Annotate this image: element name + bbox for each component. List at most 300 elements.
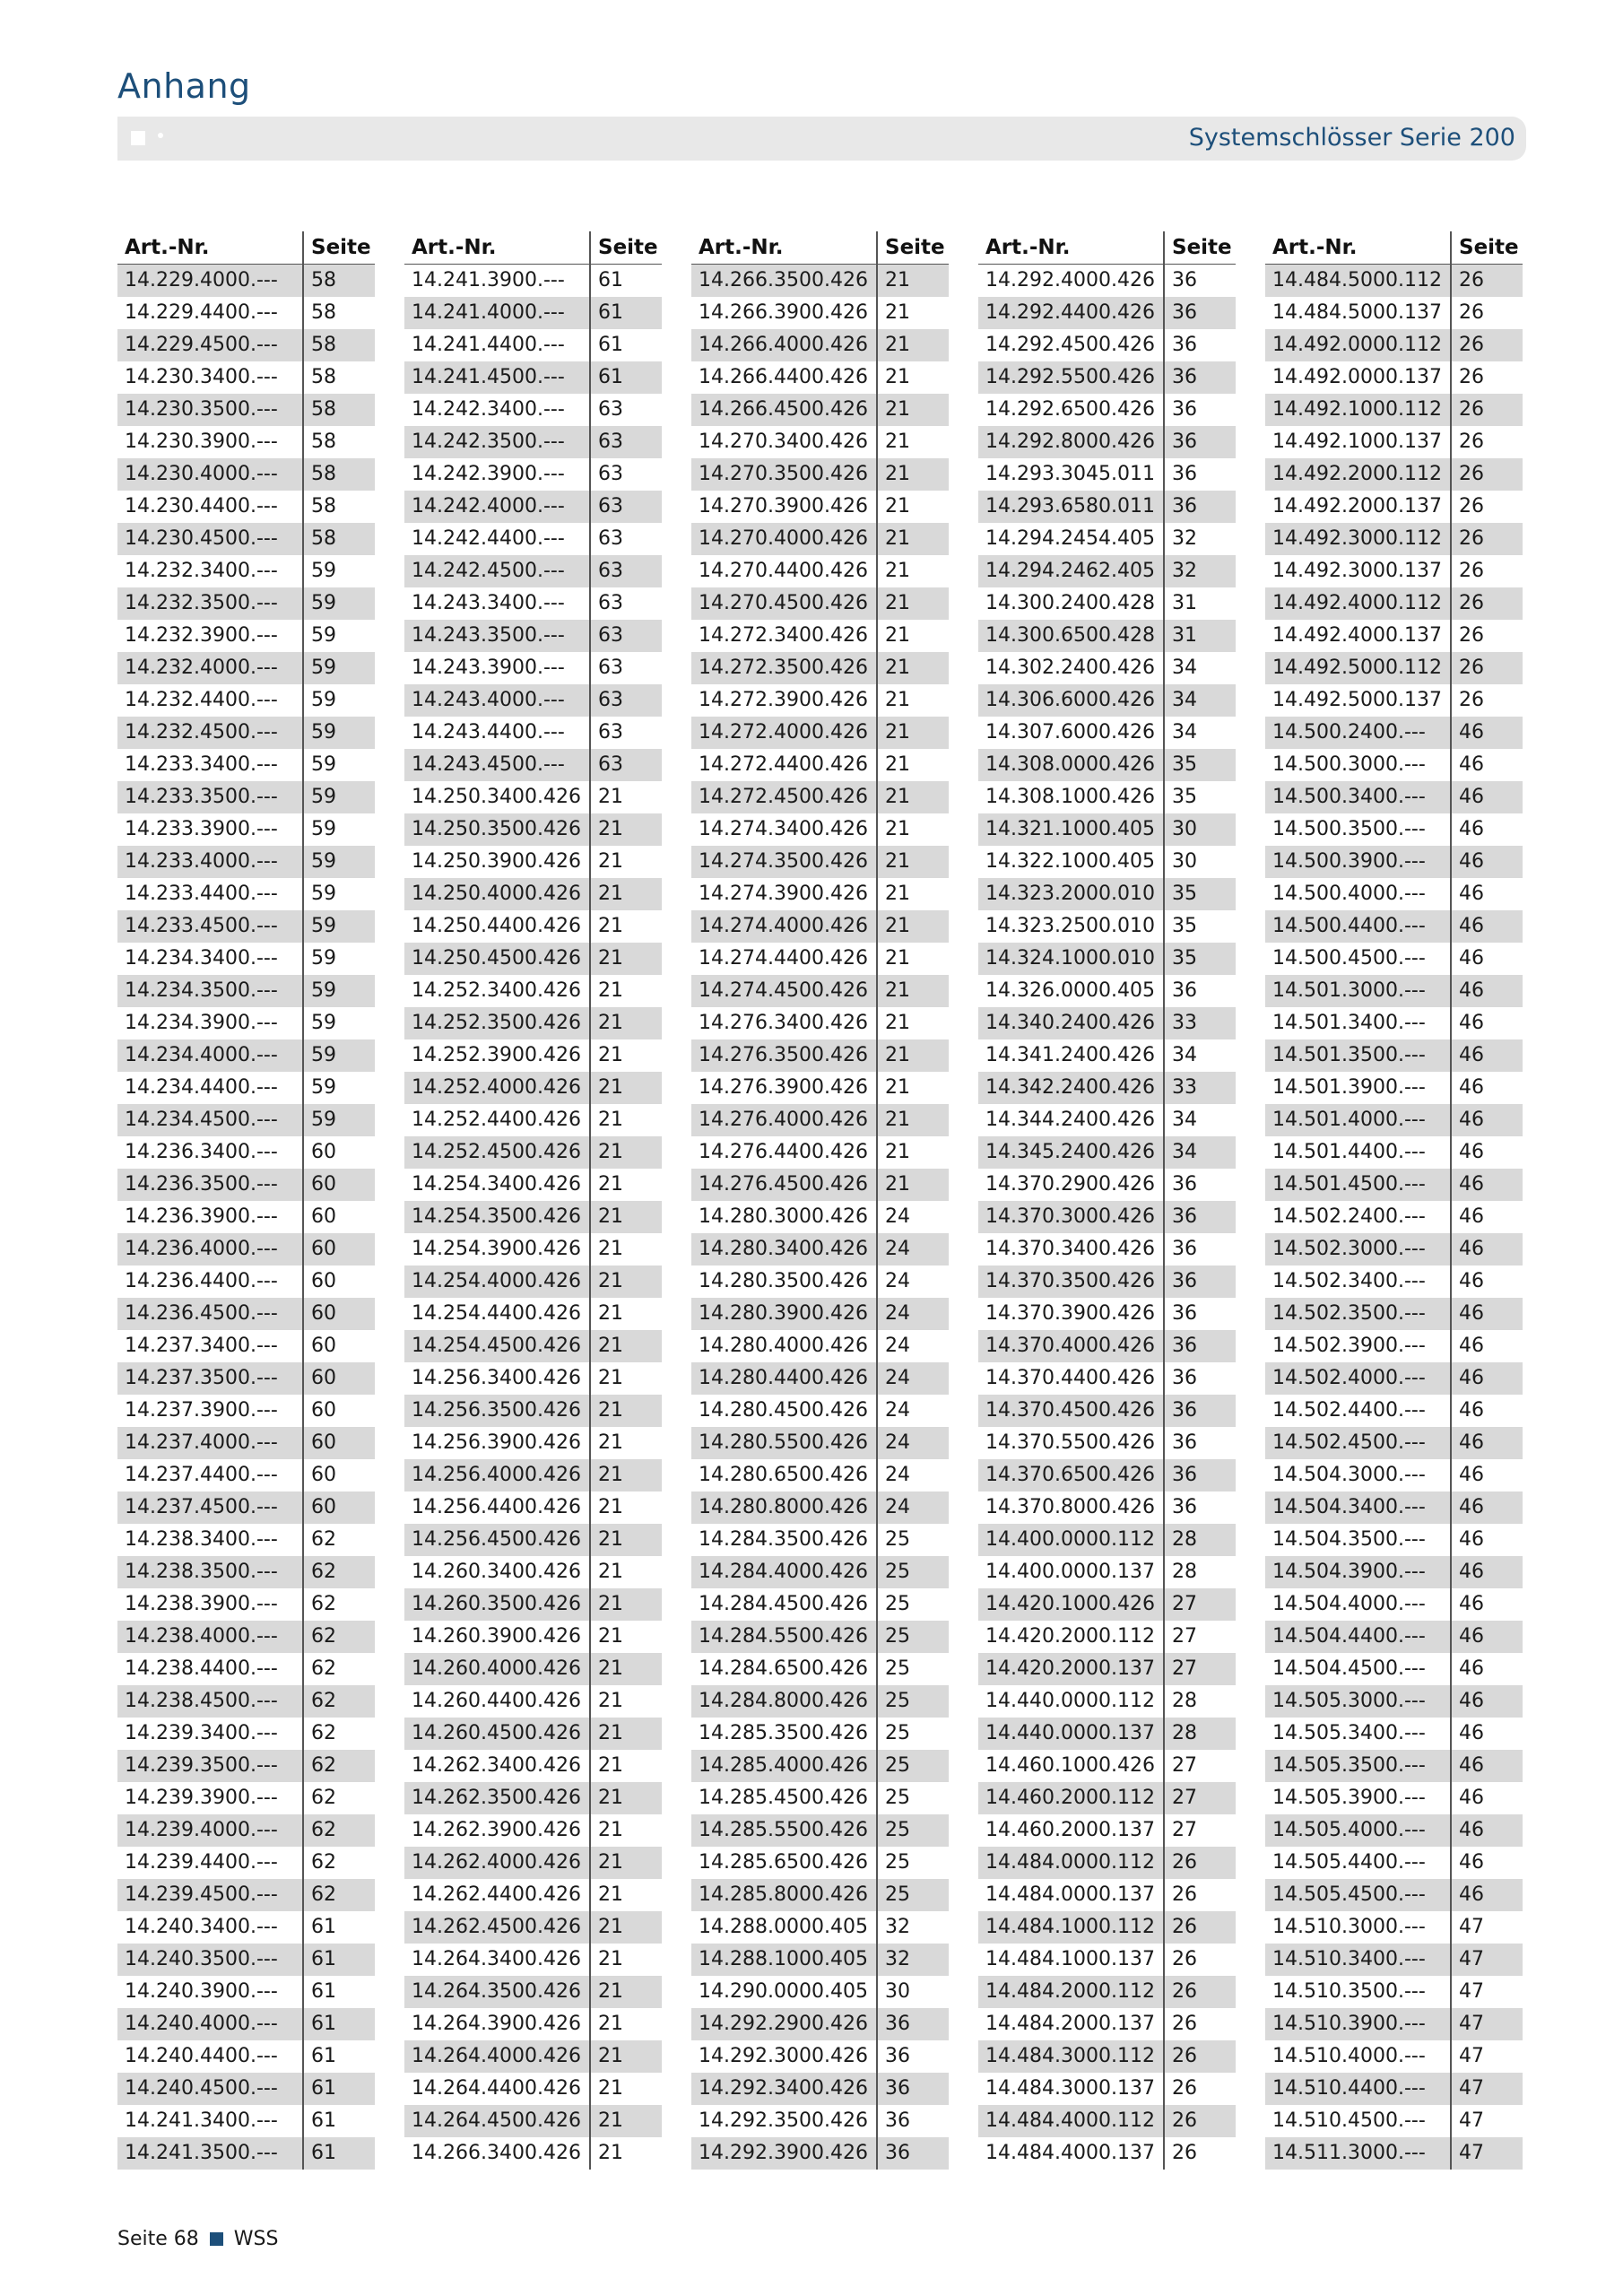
- page-reference: 60: [311, 1141, 336, 1163]
- page-reference: 21: [598, 1464, 623, 1486]
- page-reference: 21: [598, 947, 623, 970]
- table-row: [1265, 265, 1523, 297]
- page-reference: 21: [598, 1141, 623, 1163]
- table-row: [691, 620, 949, 652]
- page-reference: 28: [1172, 1528, 1197, 1551]
- page-reference: 59: [311, 592, 336, 614]
- table-row: [117, 1524, 375, 1556]
- page-reference: 58: [311, 366, 336, 388]
- page-reference: 59: [311, 915, 336, 937]
- page-reference: 21: [598, 2013, 623, 2035]
- page-reference: 21: [885, 786, 910, 808]
- table-row: [691, 1104, 949, 1136]
- page-reference: 46: [1459, 1173, 1484, 1196]
- table-row: [691, 1072, 949, 1104]
- table-row: [1265, 587, 1523, 620]
- table-row: [404, 394, 662, 426]
- article-number: 14.502.4500.---: [1265, 1427, 1452, 1459]
- table-row: [691, 749, 949, 781]
- article-number: 14.230.4500.---: [117, 523, 304, 555]
- page-reference: 21: [598, 818, 623, 840]
- table-row: [978, 1750, 1236, 1782]
- table-row: [978, 910, 1236, 943]
- article-number: 14.501.3500.---: [1265, 1039, 1452, 1072]
- article-number: 14.274.3500.426: [691, 846, 878, 878]
- table-row: [691, 523, 949, 555]
- article-number: 14.238.3400.---: [117, 1524, 304, 1556]
- page-reference: 36: [1172, 1399, 1197, 1422]
- table-row: [691, 975, 949, 1007]
- article-number: 14.260.3500.426: [404, 1588, 591, 1621]
- article-number: 14.264.4400.426: [404, 2073, 591, 2105]
- article-number: 14.243.4000.---: [404, 684, 591, 717]
- article-number: 14.285.4000.426: [691, 1750, 878, 1782]
- table-row: [404, 2040, 662, 2073]
- article-number: 14.280.3900.426: [691, 1298, 878, 1330]
- table-row: [117, 1072, 375, 1104]
- article-number: 14.233.3500.---: [117, 781, 304, 813]
- page-reference: 36: [1172, 1464, 1197, 1486]
- page-reference: 59: [311, 947, 336, 970]
- page-reference: 21: [598, 1657, 623, 1680]
- page-reference: 46: [1459, 721, 1484, 744]
- page-reference: 36: [1172, 1431, 1197, 1454]
- article-number: 14.242.3900.---: [404, 458, 591, 491]
- article-number: 14.280.3000.426: [691, 1201, 878, 1233]
- page-reference: 21: [598, 1980, 623, 2003]
- page-reference: 63: [598, 398, 623, 421]
- page-reference: 58: [311, 527, 336, 550]
- table-row: [117, 491, 375, 523]
- article-number: 14.284.6500.426: [691, 1653, 878, 1685]
- table-row: [117, 361, 375, 394]
- column-header: [978, 231, 1236, 265]
- page-reference: 46: [1459, 1657, 1484, 1680]
- table-row: [117, 523, 375, 555]
- page-reference: 46: [1459, 1851, 1484, 1874]
- table-row: [117, 1782, 375, 1814]
- page-reference: 21: [598, 1916, 623, 1938]
- header-art-nr: Art.-Nr.: [117, 231, 304, 264]
- table-row: [1265, 781, 1523, 813]
- page-reference: 24: [885, 1367, 910, 1389]
- article-number: 14.272.4500.426: [691, 781, 878, 813]
- article-number: 14.400.0000.112: [978, 1524, 1165, 1556]
- article-number: 14.370.5500.426: [978, 1427, 1165, 1459]
- table-row: [404, 781, 662, 813]
- page-reference: 21: [598, 1109, 623, 1131]
- page-reference: 59: [311, 1076, 336, 1099]
- page-reference: 46: [1459, 979, 1484, 1002]
- table-row: [404, 1265, 662, 1298]
- page-reference: 31: [1172, 592, 1197, 614]
- article-number: 14.280.6500.426: [691, 1459, 878, 1492]
- article-number: 14.500.4400.---: [1265, 910, 1452, 943]
- article-number: 14.238.4400.---: [117, 1653, 304, 1685]
- page-reference: 34: [1172, 657, 1197, 679]
- article-number: 14.370.3400.426: [978, 1233, 1165, 1265]
- article-number: 14.237.4400.---: [117, 1459, 304, 1492]
- table-row: [978, 781, 1236, 813]
- article-number: 14.264.4500.426: [404, 2105, 591, 2137]
- article-number: 14.241.3900.---: [404, 265, 591, 297]
- table-row: [691, 394, 949, 426]
- article-number: 14.256.3900.426: [404, 1427, 591, 1459]
- table-row: [1265, 1911, 1523, 1944]
- page-reference: 59: [311, 979, 336, 1002]
- table-row: [1265, 1524, 1523, 1556]
- table-row: [691, 2105, 949, 2137]
- article-number: 14.323.2500.010: [978, 910, 1165, 943]
- table-row: [691, 1685, 949, 1718]
- page-reference: 34: [1172, 689, 1197, 711]
- article-number: 14.370.3900.426: [978, 1298, 1165, 1330]
- table-row: [117, 1847, 375, 1879]
- page-footer: [117, 2228, 278, 2250]
- table-row: [1265, 2040, 1523, 2073]
- article-number: 14.241.3400.---: [117, 2105, 304, 2137]
- page-reference: 59: [311, 1012, 336, 1034]
- page-reference: 46: [1459, 1076, 1484, 1099]
- page-reference: 26: [1459, 301, 1484, 324]
- article-number: 14.292.3000.426: [691, 2040, 878, 2073]
- table-row: [1265, 910, 1523, 943]
- page-reference: 60: [311, 1496, 336, 1518]
- article-number: 14.492.2000.112: [1265, 458, 1452, 491]
- table-row: [691, 555, 949, 587]
- page-reference: 35: [1172, 753, 1197, 776]
- article-number: 14.241.3500.---: [117, 2137, 304, 2170]
- page-reference: 35: [1172, 915, 1197, 937]
- table-row: [1265, 1395, 1523, 1427]
- article-number: 14.260.3400.426: [404, 1556, 591, 1588]
- article-number: 14.502.3500.---: [1265, 1298, 1452, 1330]
- table-row: [404, 458, 662, 491]
- article-number: 14.274.4500.426: [691, 975, 878, 1007]
- page-reference: 46: [1459, 915, 1484, 937]
- page-reference: 46: [1459, 1302, 1484, 1325]
- article-number: 14.232.4400.---: [117, 684, 304, 717]
- article-number: 14.260.4400.426: [404, 1685, 591, 1718]
- table-row: [691, 1847, 949, 1879]
- article-number: 14.264.3500.426: [404, 1976, 591, 2008]
- page-reference: 59: [311, 883, 336, 905]
- table-row: [978, 1395, 1236, 1427]
- article-number: 14.345.2400.426: [978, 1136, 1165, 1169]
- page-reference: 21: [598, 1496, 623, 1518]
- page-reference: 21: [598, 883, 623, 905]
- article-number: 14.234.4400.---: [117, 1072, 304, 1104]
- table-row: [1265, 394, 1523, 426]
- table-row: [404, 717, 662, 749]
- article-number: 14.238.3900.---: [117, 1588, 304, 1621]
- page-reference: 36: [1172, 430, 1197, 453]
- article-number: 14.229.4500.---: [117, 329, 304, 361]
- page-reference: 26: [1172, 2109, 1197, 2132]
- table-row: [978, 1685, 1236, 1718]
- table-row: [978, 1136, 1236, 1169]
- table-row: [117, 684, 375, 717]
- table-row: [1265, 458, 1523, 491]
- article-number: 14.510.4000.---: [1265, 2040, 1452, 2073]
- page-reference: 63: [598, 721, 623, 744]
- page-reference: 21: [598, 1561, 623, 1583]
- table-row: [978, 1169, 1236, 1201]
- page-reference: 46: [1459, 1464, 1484, 1486]
- page-reference: 26: [1172, 1948, 1197, 1970]
- table-row: [691, 1524, 949, 1556]
- page-reference: 26: [1459, 269, 1484, 291]
- page-reference: 26: [1459, 624, 1484, 647]
- header-seite: Seite: [1172, 236, 1232, 259]
- table-row: [978, 1492, 1236, 1524]
- table-row: [404, 1492, 662, 1524]
- page-reference: 59: [311, 721, 336, 744]
- table-row: [404, 1169, 662, 1201]
- table-row: [1265, 1362, 1523, 1395]
- article-number: 14.262.3900.426: [404, 1814, 591, 1847]
- table-row: [691, 1814, 949, 1847]
- column-header: [1265, 231, 1523, 265]
- article-number: 14.241.4500.---: [404, 361, 591, 394]
- page-reference: 21: [598, 1883, 623, 1906]
- table-row: [404, 943, 662, 975]
- page-reference: 26: [1172, 2045, 1197, 2067]
- table-row: [978, 458, 1236, 491]
- table-row: [117, 910, 375, 943]
- page-reference: 21: [598, 1302, 623, 1325]
- table-row: [1265, 523, 1523, 555]
- page-reference: 61: [311, 1948, 336, 1970]
- article-number: 14.370.6500.426: [978, 1459, 1165, 1492]
- page-reference: 21: [598, 1948, 623, 1970]
- table-row: [404, 361, 662, 394]
- page-reference: 46: [1459, 1561, 1484, 1583]
- table-row: [978, 1944, 1236, 1976]
- article-number: 14.232.3900.---: [117, 620, 304, 652]
- table-row: [117, 1298, 375, 1330]
- page-reference: 26: [1459, 366, 1484, 388]
- table-row: [404, 749, 662, 781]
- table-row: [1265, 1201, 1523, 1233]
- page-reference: 36: [1172, 269, 1197, 291]
- table-row: [1265, 1782, 1523, 1814]
- article-number: 14.250.4500.426: [404, 943, 591, 975]
- table-row: [978, 749, 1236, 781]
- article-number: 14.240.3500.---: [117, 1944, 304, 1976]
- table-row: [978, 1718, 1236, 1750]
- table-row: [691, 1492, 949, 1524]
- page-reference: 21: [598, 1787, 623, 1809]
- page-reference: 21: [885, 721, 910, 744]
- article-number: 14.484.3000.112: [978, 2040, 1165, 2073]
- table-row: [691, 587, 949, 620]
- table-row: [1265, 1944, 1523, 1976]
- article-number: 14.504.3900.---: [1265, 1556, 1452, 1588]
- square-icon: [131, 131, 145, 145]
- page-reference: 36: [1172, 366, 1197, 388]
- page-reference: 21: [885, 979, 910, 1002]
- article-number: 14.510.4400.---: [1265, 2073, 1452, 2105]
- page-reference: 61: [311, 2045, 336, 2067]
- article-number: 14.236.4500.---: [117, 1298, 304, 1330]
- article-number: 14.292.2900.426: [691, 2008, 878, 2040]
- table-row: [1265, 1847, 1523, 1879]
- page-reference: 25: [885, 1754, 910, 1777]
- table-row: [691, 265, 949, 297]
- page-reference: 34: [1172, 1109, 1197, 1131]
- table-row: [1265, 652, 1523, 684]
- page-reference: 61: [598, 334, 623, 356]
- table-row: [404, 426, 662, 458]
- page-reference: 26: [1459, 398, 1484, 421]
- page-reference: 34: [1172, 721, 1197, 744]
- article-number: 14.270.4000.426: [691, 523, 878, 555]
- article-number: 14.276.3400.426: [691, 1007, 878, 1039]
- article-number: 14.266.4500.426: [691, 394, 878, 426]
- table-row: [117, 2008, 375, 2040]
- table-row: [117, 652, 375, 684]
- page-reference: 46: [1459, 818, 1484, 840]
- article-number: 14.236.3500.---: [117, 1169, 304, 1201]
- article-number: 14.239.4500.---: [117, 1879, 304, 1911]
- article-number: 14.240.4400.---: [117, 2040, 304, 2073]
- article-number: 14.233.3900.---: [117, 813, 304, 846]
- article-number: 14.230.4000.---: [117, 458, 304, 491]
- table-row: [978, 587, 1236, 620]
- article-number: 14.484.5000.137: [1265, 297, 1452, 329]
- page-reference: 24: [885, 1205, 910, 1228]
- table-row: [117, 1136, 375, 1169]
- page-reference: 21: [598, 1205, 623, 1228]
- table-row: [1265, 2105, 1523, 2137]
- page-reference: 58: [311, 269, 336, 291]
- table-row: [1265, 1330, 1523, 1362]
- article-number: 14.239.4400.---: [117, 1847, 304, 1879]
- page-reference: 25: [885, 1851, 910, 1874]
- article-number: 14.500.4000.---: [1265, 878, 1452, 910]
- table-row: [404, 1201, 662, 1233]
- table-row: [978, 1459, 1236, 1492]
- table-row: [117, 329, 375, 361]
- page-reference: 46: [1459, 1883, 1484, 1906]
- table-row: [1265, 1750, 1523, 1782]
- article-number: 14.270.4500.426: [691, 587, 878, 620]
- article-number: 14.500.2400.---: [1265, 717, 1452, 749]
- page-reference: 63: [598, 592, 623, 614]
- table-row: [691, 1879, 949, 1911]
- table-row: [691, 1750, 949, 1782]
- page-reference: 25: [885, 1787, 910, 1809]
- article-number: 14.505.4000.---: [1265, 1814, 1452, 1847]
- page-reference: 61: [311, 2109, 336, 2132]
- article-number: 14.510.3900.---: [1265, 2008, 1452, 2040]
- article-number: 14.254.3900.426: [404, 1233, 591, 1265]
- article-number: 14.294.2462.405: [978, 555, 1165, 587]
- article-number: 14.270.3400.426: [691, 426, 878, 458]
- page-reference: 25: [885, 1528, 910, 1551]
- table-row: [1265, 846, 1523, 878]
- article-number: 14.340.2400.426: [978, 1007, 1165, 1039]
- article-number: 14.266.3400.426: [404, 2137, 591, 2170]
- page-reference: 46: [1459, 1496, 1484, 1518]
- header-seite: Seite: [885, 236, 945, 259]
- table-row: [978, 394, 1236, 426]
- table-row: [404, 1136, 662, 1169]
- table-row: [1265, 975, 1523, 1007]
- article-number: 14.307.6000.426: [978, 717, 1165, 749]
- article-number: 14.254.3500.426: [404, 1201, 591, 1233]
- table-row: [117, 265, 375, 297]
- article-number: 14.242.4000.---: [404, 491, 591, 523]
- header-seite: Seite: [1459, 236, 1519, 259]
- page-reference: 21: [598, 1238, 623, 1260]
- article-number: 14.284.3500.426: [691, 1524, 878, 1556]
- page-reference: 36: [1172, 463, 1197, 485]
- page-reference: 46: [1459, 1625, 1484, 1648]
- article-number: 14.280.8000.426: [691, 1492, 878, 1524]
- article-number: 14.290.0000.405: [691, 1976, 878, 2008]
- article-number: 14.501.4500.---: [1265, 1169, 1452, 1201]
- table-row: [404, 2105, 662, 2137]
- page-reference: 47: [1459, 2013, 1484, 2035]
- page-reference: 21: [598, 1270, 623, 1292]
- article-number: 14.254.3400.426: [404, 1169, 591, 1201]
- article-number: 14.484.1000.137: [978, 1944, 1165, 1976]
- article-number: 14.237.3900.---: [117, 1395, 304, 1427]
- page-reference: 21: [885, 883, 910, 905]
- table-row: [691, 1233, 949, 1265]
- page-reference: 46: [1459, 1528, 1484, 1551]
- table-row: [117, 943, 375, 975]
- page-reference: 47: [1459, 1916, 1484, 1938]
- article-number: 14.294.2454.405: [978, 523, 1165, 555]
- page-reference: 60: [311, 1464, 336, 1486]
- page-reference: 21: [885, 334, 910, 356]
- page-reference: 62: [311, 1593, 336, 1615]
- article-number: 14.272.3500.426: [691, 652, 878, 684]
- table-row: [1265, 2073, 1523, 2105]
- page-reference: 47: [1459, 2109, 1484, 2132]
- page-reference: 27: [1172, 1787, 1197, 1809]
- table-row: [691, 2008, 949, 2040]
- table-row: [978, 265, 1236, 297]
- page-reference: 59: [311, 1109, 336, 1131]
- page-reference: 47: [1459, 2077, 1484, 2100]
- table-row: [117, 1233, 375, 1265]
- article-number: 14.292.3400.426: [691, 2073, 878, 2105]
- page-reference: 60: [311, 1399, 336, 1422]
- page-reference: 24: [885, 1496, 910, 1518]
- article-number: 14.502.3400.---: [1265, 1265, 1452, 1298]
- article-number: 14.460.2000.137: [978, 1814, 1165, 1847]
- page-reference: 21: [598, 915, 623, 937]
- article-number: 14.260.4000.426: [404, 1653, 591, 1685]
- page-reference: 62: [311, 1625, 336, 1648]
- article-number: 14.505.3900.---: [1265, 1782, 1452, 1814]
- article-number: 14.504.4500.---: [1265, 1653, 1452, 1685]
- table-row: [117, 1007, 375, 1039]
- page-reference: 21: [885, 850, 910, 873]
- table-row: [117, 1976, 375, 2008]
- table-row: [978, 555, 1236, 587]
- article-number: 14.308.0000.426: [978, 749, 1165, 781]
- table-row: [1265, 1879, 1523, 1911]
- page-reference: 21: [885, 1044, 910, 1066]
- table-row: [404, 1233, 662, 1265]
- article-number: 14.300.6500.428: [978, 620, 1165, 652]
- page-reference: 21: [598, 1044, 623, 1066]
